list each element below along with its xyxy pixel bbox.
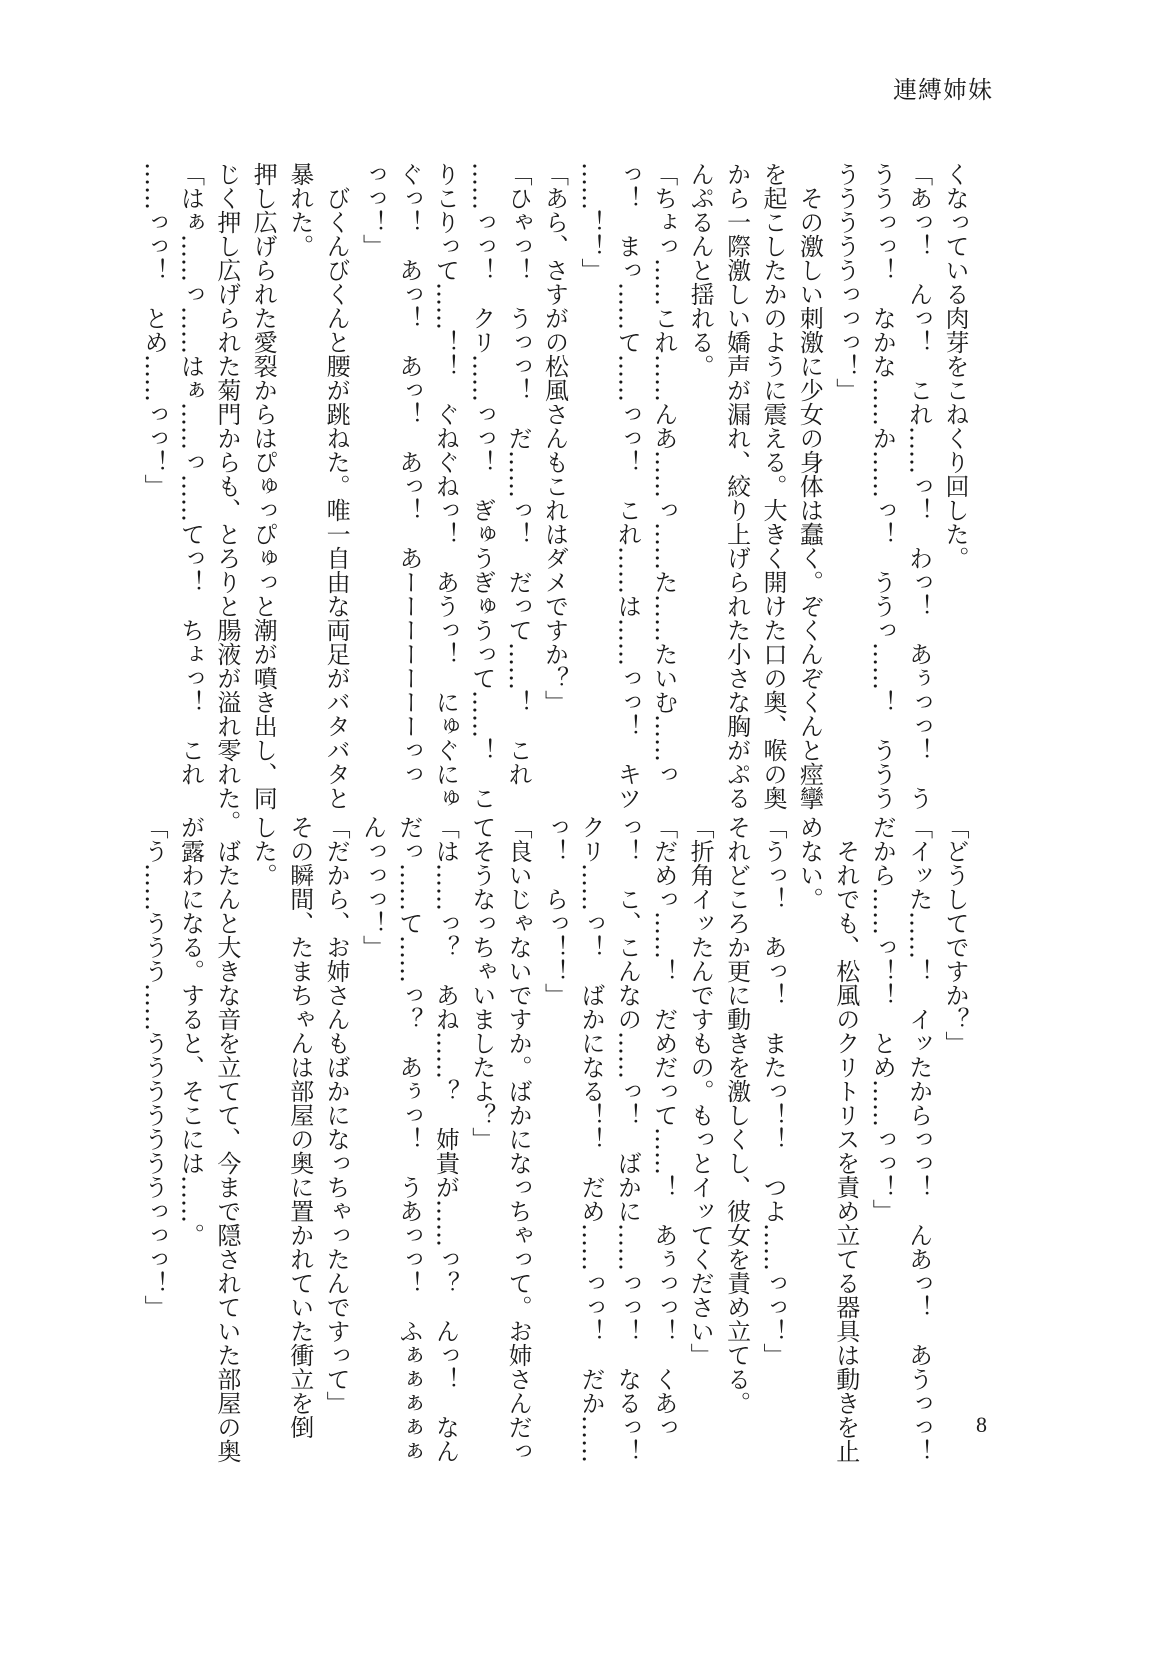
running-header-title: 連縛姉妹 xyxy=(893,76,993,104)
text-line: を起こしたかのように震える。大きく開けた口の奥、喉の奥 xyxy=(758,162,787,810)
text-block-upper xyxy=(136,162,973,834)
text-line: 「折角イッたんですもの。もっとイッてください」 xyxy=(686,815,715,1367)
text-line: だっ……て……っ？ あぅっ！ うあっっ！ ふぁぁぁぁぁ xyxy=(394,815,423,1463)
text-line: だから……っ！！ とめ……っっ！」 xyxy=(868,815,897,1223)
text-line: その激しい刺激に少女の身体は蠢く。ぞくんぞくんと痙攣 xyxy=(795,162,824,810)
page-number: 8 xyxy=(976,1412,987,1437)
text-line: 押し広げられた愛裂からはぴゅっぴゅっと潮が噴き出し、同 xyxy=(249,162,278,810)
text-line: それでも、松風のクリトリスを責め立てる器具は動きを止 xyxy=(831,815,860,1463)
text-line: てそうなっちゃいましたよ？」 xyxy=(467,815,496,1151)
text-line: りこりって……！！ ぐねぐねっ！ あうっ！ にゅぐにゅ xyxy=(431,162,460,810)
text-line: 「ひゃっ！ うっっ！ だ……っ！ だって……！ これ xyxy=(504,162,533,786)
text-line: 「あっ！ んっ！ これ……っ！ わっ！ あぅっっ！ う xyxy=(904,162,933,810)
text-line: 「ちょっ……これ……んあ……っ……た……たいむ……っ xyxy=(649,162,678,786)
text-line: っ！ こ、こんなの……っ！ ばかに……っっ！ なるっ！ xyxy=(613,815,642,1463)
text-line: 「だめっ……！ だめだって……！ あぅっっ！ くあっ xyxy=(649,815,678,1439)
text-block-lower xyxy=(136,815,973,1463)
text-line: めない。 xyxy=(795,815,824,911)
text-line: 「うっ！ あっ！ またっ！！ つよ……っっ！」 xyxy=(758,815,787,1367)
text-line: ぐっ！ あっ！ あっ！ あっ！ あーーーーーーーっっ xyxy=(394,162,423,786)
text-line: クリ……っ！ ばかになる！！ だめ……っっ！ だか…… xyxy=(576,815,605,1463)
text-line: んぷるんと揺れる。 xyxy=(686,162,715,378)
text-line: 「イッた……！ イッたからっっ！ んあっ！ あうっっ！ xyxy=(904,815,933,1463)
text-line: 「どうしてですか？」 xyxy=(941,815,969,1055)
text-line: じく押し広げられた菊門からも、とろりと腸液が溢れ零れた。 xyxy=(212,162,241,834)
text-line: 「あら、さすがの松風さんもこれはダメですか？」 xyxy=(540,162,569,714)
text-line: んっっっ！」 xyxy=(358,815,387,959)
text-line: 「う……ううう……うううううううっっっ！」 xyxy=(140,815,169,1319)
text-line: ばたんと大きな音を立てて、今まで隠されていた部屋の奥 xyxy=(212,815,241,1463)
text-line: うううううっっっ！」 xyxy=(831,162,860,402)
text-line: っ！ まっ……て……っっ！ これ……は……っっ！ キツ xyxy=(613,162,642,810)
text-line: 「だから、お姉さんもばかになっちゃったんですって」 xyxy=(322,815,351,1415)
text-line: っっ！」 xyxy=(358,162,387,258)
text-line: ……！！」 xyxy=(576,162,605,282)
text-line: っ！ らっ！！」 xyxy=(540,815,569,1007)
text-line: から一際激しい嬌声が漏れ、絞り上げられた小さな胸がぷる xyxy=(722,162,751,810)
text-line: が露わになる。すると、そこには……。 xyxy=(176,815,205,1247)
text-line: その瞬間、たまちゃんは部屋の奥に置かれていた衝立を倒 xyxy=(285,815,314,1439)
text-line: 「は……っ？ あね……？ 姉貴が……っ？ んっ！ なん xyxy=(431,815,460,1463)
text-line: ……っっ！ とめ……っっ！」 xyxy=(140,162,169,498)
text-line: びくんびくんと腰が跳ねた。唯一自由な両足がバタバタと xyxy=(322,162,351,810)
text-line: くなっている肉芽をこねくり回した。 xyxy=(941,162,969,570)
text-line: 暴れた。 xyxy=(285,162,314,258)
text-line: ……っっ！ クリ……っっ！ ぎゅうぎゅうって……！ こ xyxy=(467,162,496,810)
text-line: 「良いじゃないですか。ばかになっちゃって。お姉さんだっ xyxy=(504,815,533,1463)
text-line: した。 xyxy=(249,815,278,887)
text-line: ううっっ！ なかな……か……っ！ ううっ……！ ううう xyxy=(868,162,897,810)
text-line: それどころか更に動きを激しくし、彼女を責め立てる。 xyxy=(722,815,751,1415)
text-line: 「はぁ……っ……はぁ……っ……てっ！ ちょっ！ これ xyxy=(176,162,205,786)
